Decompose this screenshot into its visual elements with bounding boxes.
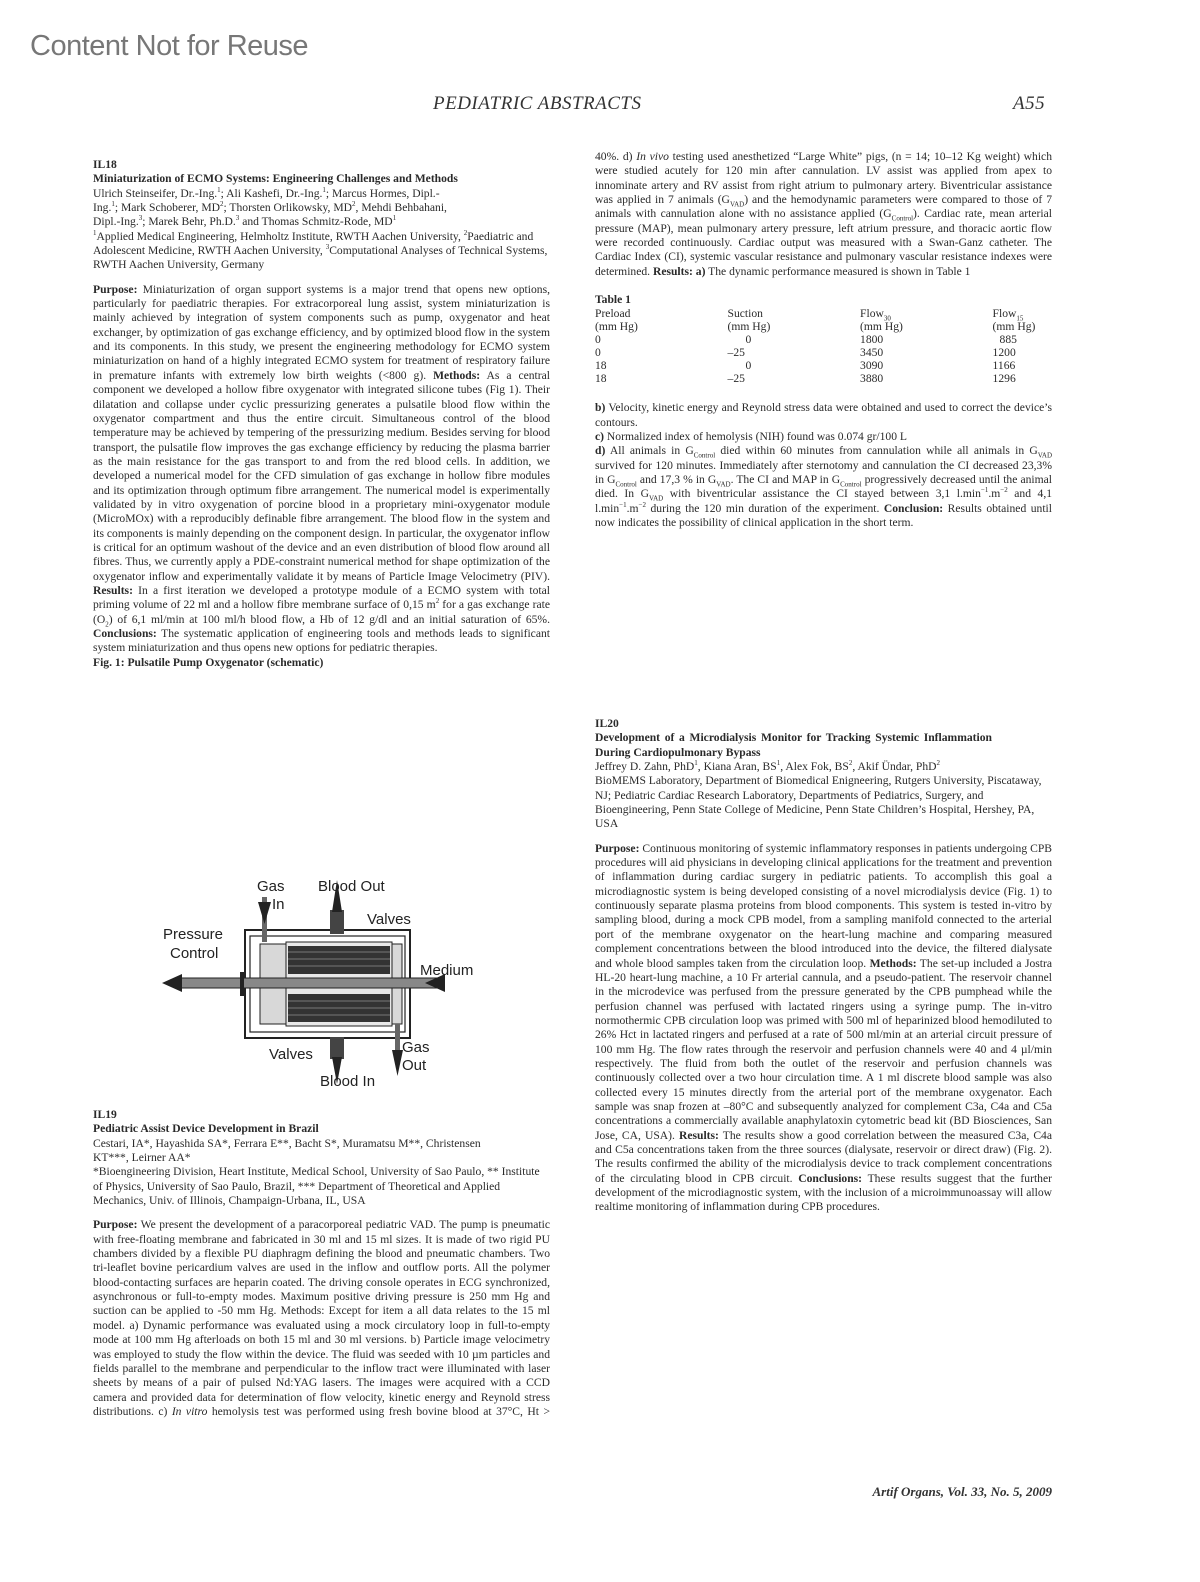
journal-citation: Artif Organs, Vol. 33, No. 5, 2009 (872, 1484, 1052, 1499)
text-run: Results obtained until now indicates the possibility of clinical application in the short term. (595, 501, 1053, 530)
text-run: In vivo (636, 151, 669, 163)
abstract-il20 (595, 717, 1052, 1215)
text-run: Paediatric and Adolescent Medicine, RWTH Aachen University, (93, 229, 534, 258)
cell: 1800 (860, 333, 884, 347)
abstract-authors (93, 187, 550, 230)
text-run: Normalized index of hemolysis (NIH) found was 0.074 gr/100 L (604, 430, 908, 444)
text-run: 3 (325, 243, 330, 252)
table-row (595, 359, 1052, 372)
text-run: These results suggest that the further development of the microdiagnostic system, with the inclusion of a microimmunoassay will allow realtime monitoring of inflammation during CPB procedures. (595, 1171, 1052, 1214)
text-run: VAD (1037, 451, 1052, 460)
table-row (595, 372, 1052, 385)
result-b (595, 401, 1052, 430)
text-run: Preload (595, 307, 631, 321)
text-run: 1 (322, 185, 326, 194)
text-run: 3 (138, 214, 143, 223)
text-run: hemolysis test was performed using fresh bovine blood at 37°C, Ht > (211, 1404, 550, 1418)
label-control: Control (170, 945, 219, 962)
table-header-row (595, 307, 1052, 320)
text-run: 1 (694, 759, 698, 768)
cell: –25 (727, 372, 745, 386)
text-run: ). Cardiac rate, mean arterial pressure (MAP), mean pulmonary artery pressure, left atrium pressure, and thoracic aortic flow were recorded continuously. Cardiac output was measured with a Swan-Ganz catheter. The Cardiac Index (CI), systemic vascular resistance and pulmonary vascular resistance indexes were determined. (595, 207, 1052, 278)
abstract-body (595, 151, 1052, 279)
text-run: 2 (848, 759, 853, 768)
page-number: A55 (1013, 93, 1046, 114)
text-run: .m (988, 487, 1001, 501)
cell: 0 (595, 346, 601, 360)
abstract-id: IL18 (93, 158, 117, 171)
column-header (992, 307, 1052, 323)
label-pressure: Pressure (163, 926, 224, 943)
abstract-body (595, 842, 1052, 1215)
text-run: survived for 120 minutes. Immediately after sternotomy and cannulation the CI decreased 23,3% in G (595, 458, 1052, 487)
text-run: −1 (980, 486, 989, 495)
text-run: 2 (220, 200, 224, 209)
text-run (134, 1419, 167, 1420)
figure-caption: Fig. 1: Pulsatile Pump Oxygenator (schematic) (93, 655, 324, 669)
abstract-title: Miniaturization of ECMO Systems: Engineering Challenges and Methods (93, 172, 458, 186)
cell: 18 (595, 372, 607, 386)
label-valves-bottom: Valves (269, 1046, 313, 1063)
abstract-id: IL19 (93, 1108, 117, 1121)
abstract-il19 (93, 1108, 550, 1420)
text-run: Control (840, 480, 862, 489)
section-label: Results: a) (652, 264, 706, 278)
text-run: Suction (727, 307, 763, 321)
text-run: ) and the hemodynamic parameters were compared to those of 7 animals with cannulation alone with no assistance applied (G (595, 192, 1052, 221)
label-valves-top: Valves (367, 911, 411, 928)
section-label: Purpose: (93, 1218, 138, 1232)
abstract-authors (595, 760, 1052, 774)
unit: (mm Hg) (992, 320, 1036, 334)
text-run: ; Ali Kashefi, Dr.-Ing. (220, 186, 323, 200)
text-run: The systematic application of engineering tools and methods leads to significant system miniaturization and thus opens new options for pediatric therapies. (93, 627, 550, 655)
abstract-authors (93, 1137, 550, 1166)
text-run: and Thomas Schmitz-Rode, MD (239, 215, 393, 229)
text-run: Ulrich Steinseifer, Dr.-Ing. (93, 186, 218, 200)
label-gas-in: Gas (257, 878, 285, 895)
text-run: Cestari, IA*, Hayashida SA*, Ferrara E**, Bacht S*, Muramatsu M**, Christensen KT***, Leirner AA* (93, 1136, 481, 1165)
text-run: −2 (638, 500, 646, 509)
abstract-affiliations (93, 230, 550, 273)
abstract-body (93, 1218, 550, 1420)
abstract-body-part1 (93, 1218, 550, 1420)
text-run: −2 (1000, 486, 1008, 495)
section-label: Methods: (869, 956, 917, 970)
label-blood-out: Blood Out (318, 878, 385, 895)
abstract-il18 (93, 158, 550, 670)
figure-pulsatile-pump-oxygenator (150, 862, 490, 1092)
unit: (mm Hg) (860, 320, 903, 334)
text-run: VAD (716, 480, 731, 489)
label-gas-out: Gas (402, 1039, 430, 1056)
cell: 1200 (992, 346, 1016, 360)
abstract-title: Pediatric Assist Device Development in Brazil (93, 1122, 319, 1136)
text-run: ) of 6,1 ml/min at 100 ml/h blood flow, a Hb of 12 g/dl and an initial saturation of 65%. (108, 612, 550, 626)
section-label: b) (595, 401, 606, 415)
result-d (595, 444, 1052, 530)
fibre-bundle-bottom (288, 994, 390, 1022)
text-run: BioMEMS Laboratory, Department of Biomedical Enigneering, Rutgers University, Piscataway, NJ; Pediatric Cardiac Research Laboratory, Departments of Pediatrics, Surgery, and Bioengineering, Penn State College of Medicine, Penn State Children’s Hospital, Hershey, PA, USA (595, 774, 1042, 831)
text-run: Velocity, kinetic energy and Reynold stress data were obtained and used to correct the device’s contours. (595, 401, 1052, 429)
column-header (728, 307, 861, 320)
text-run: with biventricular assistance the CI stayed between 3,1 l.min (663, 487, 981, 501)
table-units-row (595, 320, 1052, 333)
text-run: −1 (619, 500, 627, 509)
table-row (595, 346, 1052, 359)
section-label: c) (595, 430, 605, 444)
table-row (595, 333, 1052, 346)
text-run: 1 (776, 759, 781, 768)
column-header (860, 307, 993, 323)
text-run: 1 (93, 228, 97, 237)
text-run: Flow (992, 307, 1017, 321)
cell: 0 (745, 333, 752, 347)
text-run: 1 (217, 185, 221, 194)
table-title: Table 1 (595, 293, 631, 306)
text-run: The set-up included a Jostra HL-20 heart-lung machine, a 10 Fr arterial cannula, and a pseudo-patient. The reservoir channel in the microdevice was perfused from the pressure generated by the CPB pumphead while the perfusion channel was perfused with lactated ringers using a syringe pump. The in-vitro normothermic CPB circulation loop was primed with 500 ml of heparinized blood hemodiluted to 26% Hct in lactated ringers and perfused at a rate of 500 ml/min at an arterial circuit pressure of 100 mm Hg. The flow rates through the reservoir and perfusion channels were 40 and 4 µl/min respectively. The fluid from both the outlet of the reservoir and perfusion channels was continuously collected over a two hour circulation time. A 1 ml discrete blood sample was also collected every 15 minutes directly from the arterial port of the membrane oxygenator. Each sample was snap frozen at –80°C and subsequently analyzed for complement C3a, C4a and C5a concentrations a commercially available anaphylatoxin cytometric bead kit (BD Biosciences, San Jose, CA, USA). (595, 956, 1052, 1142)
text-run: Miniaturization of organ support systems is a major trend that opens new options, particularly for paediatric therapies. For extracorporeal lung assist, system miniaturization is mainly achieved by integration of system components such as pump, oxygenator and heat exchanger, by optimization of gas exchange efficiency, and by optimized blood flow in the system and its components. In this study, we present the engineering methodology for ECMO system miniaturization on hand of a highly integrated ECMO system for treatment of respiratory failure in premature infants with extremely low birth weights (<800 g). (93, 282, 550, 382)
cell: 3880 (860, 372, 884, 386)
text-run: In a first iteration we developed a prototype module of a ECMO system with total priming volume of 22 ml and a hollow fibre membrane surface of 0,15 m (93, 583, 550, 612)
text-run: ; Thorsten Orlikowsky, MD (223, 201, 353, 215)
text-run: In vitro (171, 1404, 208, 1418)
watermark: Content Not for Reuse (30, 30, 309, 62)
section-label: Purpose: (595, 841, 640, 855)
text-run: Computational Analyses of Technical Systems, RWTH Aachen University, Germany (93, 244, 548, 272)
section-label: Conclusion: (883, 501, 944, 515)
abstract-affiliations (595, 774, 1052, 831)
fibre-bundle-top (288, 946, 390, 974)
text-run: and 17,3 % in G (636, 473, 717, 487)
cell: 885 (999, 333, 1017, 347)
text-run: , Akif Ündar, PhD (852, 760, 937, 774)
text-run: *Bioengineering Division, Heart Institute, Medical School, University of Sao Paulo, ** Institute of Physics, University of Sao Paulo, Brazil, *** Department of Theoretical and Applied Mechanics, Univ. of Illinois, Champaign-Urbana, IL, USA (93, 1165, 540, 1208)
unit: (mm Hg) (727, 320, 771, 334)
text-run: The results show a good correlation between the measured C3a, C4a and C5a concentrations taken from the three sources (dialysate, reservoir or direct draw) (Fig. 2). The results confirmed the ability of the microdialysis device to track complement concentrations of the circulating blood in CPB circuit. (595, 1128, 1052, 1185)
text-run: .m (626, 501, 639, 515)
text-run: 30 (883, 314, 891, 323)
section-label: Purpose: (93, 282, 138, 296)
text-run: Applied Medical Engineering, Helmholtz Institute, RWTH Aachen University, (96, 229, 464, 243)
abstract-id: IL20 (595, 717, 619, 730)
abstract-affiliations (93, 1165, 550, 1208)
unit: (mm Hg) (595, 320, 638, 334)
section-label: Conclusions: (93, 627, 157, 640)
text-run: We present the development of a paracorporeal pediatric VAD. The pump is pneumatic with free-floating membrane and fabricated in 30 ml and 15 ml sizes. It is made of two rigid PU chambers divided by a flexible PU diaphragm defining the blood and pneumatic chambers. Two tri-leaflet bovine pericardium valves are used in the inflow and outflow ports. All the polymer blood-contacting surfaces are heparin coated. The driving console operates in ECG synchronized, asynchronous or full-to-empty modes. Maximum positive driving pressure is 250 mm Hg and suction can be applied to -50 mm Hg. Methods: Except for item a all data relates to the 15 ml model. a) Dynamic performance was evaluated using a mock circulatory loop in full-to-empty mode at 100 mm Hg afterloads on both 15 ml and 30 ml versions. b) Particle image velocimetry was employed to study the flow within the device. The fluid was seeded with 10 µm particles and fields parallel to the membrane and perpendicular to the inflow tract were illuminated with laser sheets by means of a pair of pulsed Nd:YAG lasers. The images were acquired with a CCD camera and provided data for determination of flow velocity, kinetic energy and Reynold stress distributions. c) (93, 1218, 550, 1418)
section-label: Methods: (433, 368, 481, 382)
section-label: Results: (93, 583, 133, 597)
text-run: VAD (648, 494, 664, 503)
section-label: d) (595, 444, 606, 458)
text-run: . The CI and MAP in G (730, 473, 841, 487)
text-run: 15 (1016, 314, 1024, 323)
text-run: As a central component we developed a hollow fibre oxygenator with integrated silicone tubes (Fig 1). Their dilatation and collapse under cyclic pressurizing generates a pulsatile blood flow within the oxygenator compartment and thus the entire circuit. Simultaneous control of the blood temperature may be achieved by tempering of the pressurizing medium. Besides serving for blood transport, the pulsatile flow improves the gas exchange efficiency by reducing the plasma barrier as the main resistance for the gas transport to and from the red blood cells. In addition, we developed a numerical model for the CFD simulation of gas exchange in hollow fibre modules and its optimization through optimum fibre arrangement. The numerical model is experimentally validated by in vitro oxygenation of porcine blood in a proprietary mini-oxygenator module (MicroMOx) with a reproducibly definable fibre arrangement. The blood flow in the system and its components is mainly depending on the component design. In particular, the oxygenator inflow is critical for an optimum washout of the device and an even distribution of blood flow around all fibres. Thus, we currently apply a PDE-constraint numerical method for shape optimization of the oxygenator inflow and experimentally validate it by means of Particle Image Velocimetry (PIV). (93, 368, 550, 583)
text-run: All animals in G (605, 444, 694, 458)
text-run: 2 (105, 619, 109, 628)
text-run: progressively decreased until the animal died. In G (595, 473, 1052, 501)
section-label: Conclusions: (798, 1171, 863, 1185)
text-run: 2 (936, 759, 941, 768)
column-header (595, 307, 728, 320)
text-run: 2 (463, 228, 468, 237)
cell: 1296 (992, 372, 1016, 386)
text-run: ; Marcus Hormes, Dipl.-Ing. (93, 186, 440, 215)
abstract-body-part2 (595, 151, 1052, 279)
text-run: Jeffrey D. Zahn, PhD (595, 760, 695, 774)
text-run: VAD (729, 200, 745, 209)
cell: –25 (727, 346, 745, 360)
text-run: Control (891, 214, 914, 223)
text-run: 2 (352, 200, 356, 209)
running-header-title: PEDIATRIC ABSTRACTS (433, 93, 642, 114)
cell: 0 (595, 333, 601, 347)
cell: 18 (595, 359, 607, 373)
abstract-body (93, 283, 550, 656)
text-run: ; Mark Schoberer, MD (114, 201, 221, 215)
label-gas-out-2: Out (402, 1057, 427, 1074)
cell: 3450 (860, 346, 884, 360)
text-run: Flow (860, 307, 884, 321)
abstract-title: Development of a Microdialysis Monitor for Tracking Systemic Inflammation During Cardiopulmonary Bypass (595, 731, 992, 759)
label-medium: Medium (420, 962, 474, 979)
text-run: for a gas exchange rate (O (93, 598, 550, 626)
result-c (595, 430, 1052, 444)
text-run: Control (693, 451, 716, 460)
text-run: 1 (111, 200, 115, 209)
text-run: , Mehdi Behbahani, Dipl.-Ing. (93, 201, 447, 229)
section-label: Results: (678, 1128, 719, 1142)
text-run: , Kiana Aran, BS (697, 760, 777, 774)
abstract-il19-continued (595, 151, 1052, 530)
text-run: testing used anesthetized “Large White” pigs, (n = 14; 10–12 Kg weight) which were studied acutely for 120 min after cannulation. LV assist was applied from apex to innominate artery and RV assist from right atrium to pulmonary artery. Biventricular assistance was applied in 7 animals (G (595, 151, 1052, 206)
text-run: 3 (235, 214, 240, 223)
cell: 1166 (992, 359, 1016, 373)
text-run: , Alex Fok, BS (780, 760, 849, 774)
text-run: died within 60 minutes from cannulation while all animals in G (715, 444, 1038, 458)
text-run: ; Marek Behr, Ph.D. (142, 215, 236, 229)
text-run: 40%. d) (595, 151, 633, 163)
text-run: Control (615, 480, 637, 489)
cell: 3090 (860, 359, 884, 373)
label-gas-in-2: In (272, 896, 285, 913)
text-run: during the 120 min duration of the experiment. (645, 501, 884, 515)
text-run: 2 (435, 597, 440, 606)
label-blood-in: Blood In (320, 1073, 376, 1090)
text-run: Continuous monitoring of systemic inflammatory responses in patients undergoing CPB procedures will aid physicians in developing clinical applications for the treatment and prevention of inflammation during cardiac surgery in pediatric patients. To accomplish this goal a microdiagnostic system is being developed consisting of a novel microdialysis device (Fig. 1) to continuously separate plasma proteins from blood components. This system is tested in-vitro by sampling blood, during a mock CPB model, from a sampling manifold connected to the arterial port of the membrane oxygenator on the heart-lung machine and comparing measured complement concentrations between the blood introduced into the device, the filtered dialysate and whole blood samples taken from the circulation loop. (595, 841, 1052, 970)
table-1 (595, 307, 1052, 385)
text-run: 1 (392, 214, 397, 223)
text-run: The dynamic performance measured is shown in Table 1 (705, 264, 971, 278)
cell: 0 (745, 359, 752, 373)
text-run: and 4,1 l.min (595, 487, 1053, 515)
